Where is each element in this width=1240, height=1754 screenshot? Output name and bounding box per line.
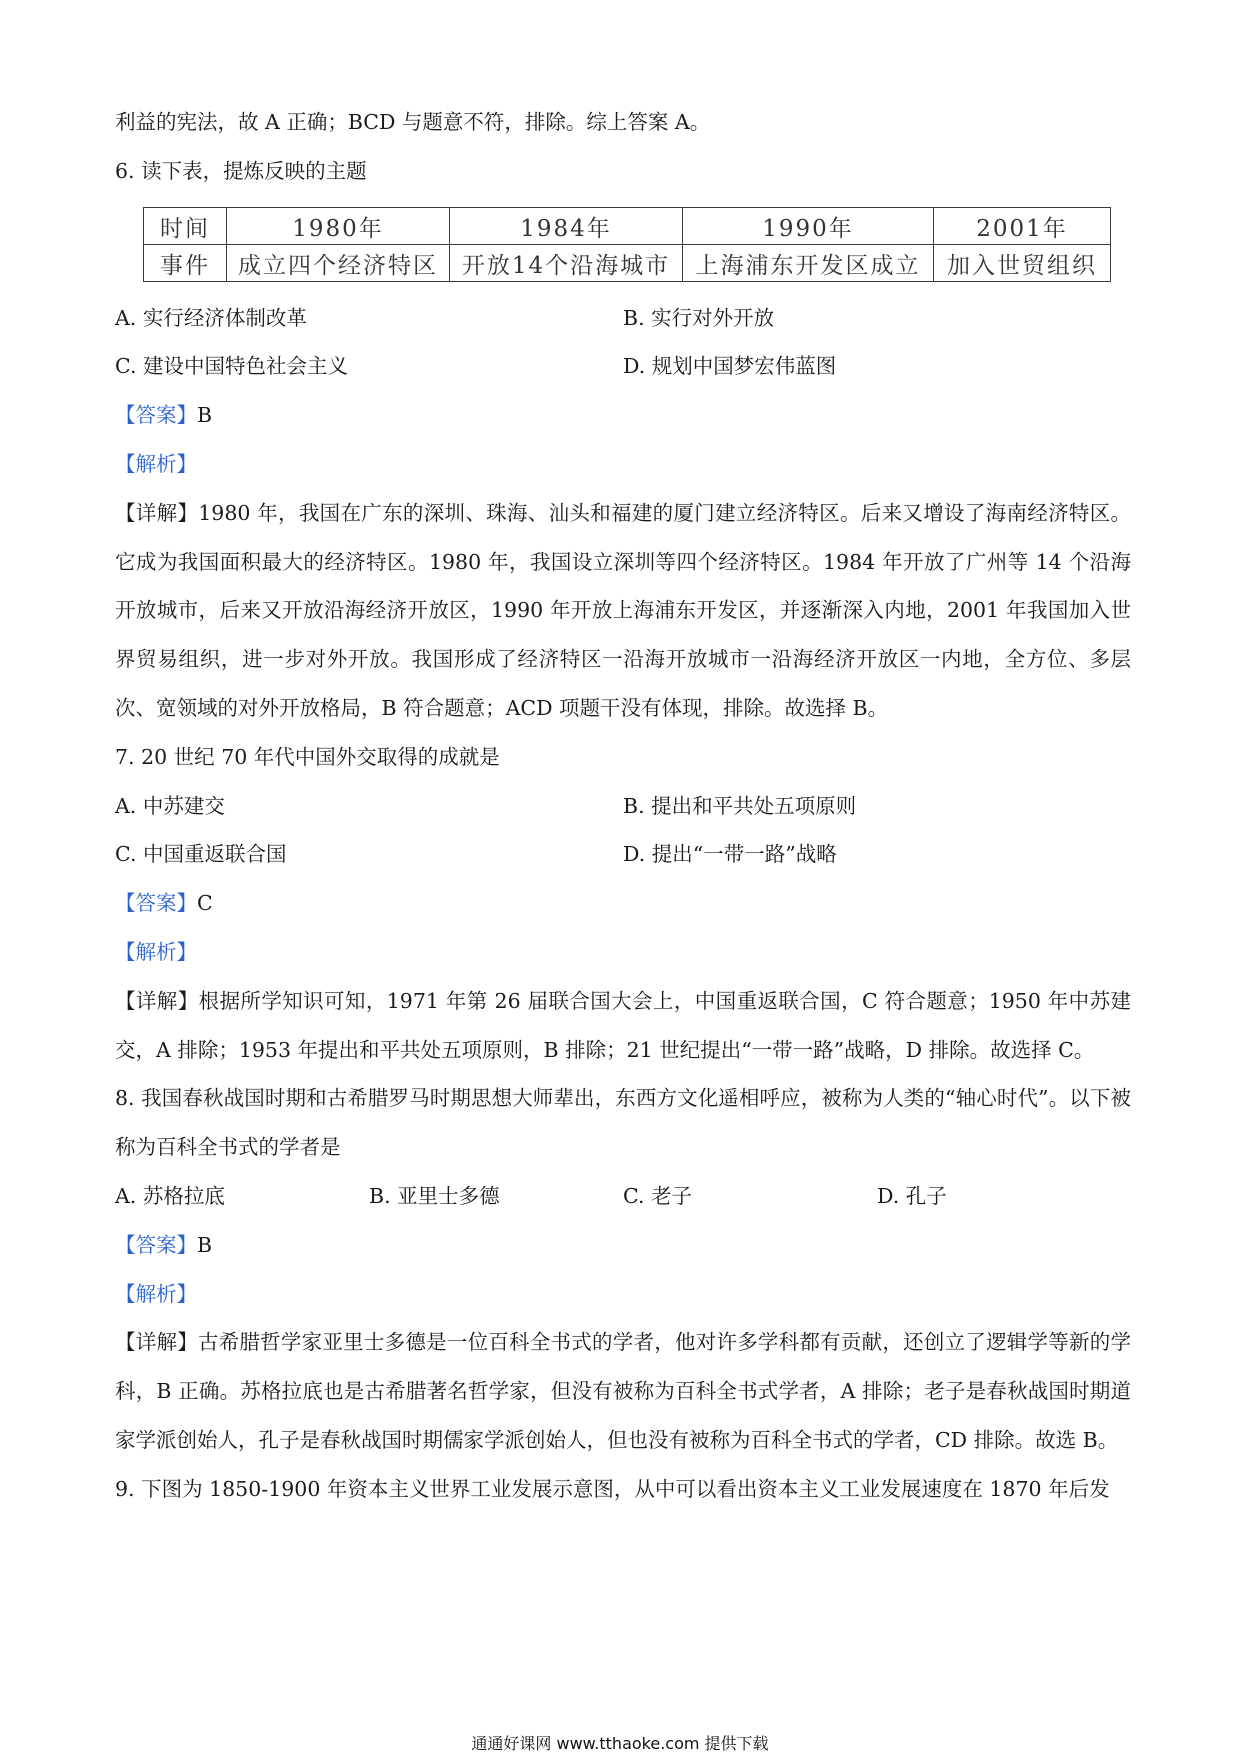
q7-detail xyxy=(115,977,1131,1075)
detail-tag: 【详解】 xyxy=(115,500,199,525)
table-cell: 加入世贸组织 xyxy=(934,245,1111,282)
table-cell: 事件 xyxy=(144,245,227,282)
q7-options xyxy=(115,782,1131,880)
answer-value: C xyxy=(197,891,213,916)
option-d: D. 规划中国梦宏伟蓝图 xyxy=(623,354,837,379)
q6-detail xyxy=(115,489,1131,733)
q8-analysis xyxy=(115,1270,1131,1319)
analysis-tag: 【解析】 xyxy=(115,1281,197,1306)
table-cell: 成立四个经济特区 xyxy=(227,245,450,282)
detail-text: 1980 年，我国在广东的深圳、珠海、汕头和福建的厦门建立经济特区。后来又增设了海南经济特区。它成为我国面积最大的经济特区。1980 年，我国设立深圳等四个经济特区。1984 年开放了广州等 14 个沿海开放城市，后来又开放沿海经济开放区，1990 年开放上海浦东开发区，并逐渐深入内地，2001 年我国加入世界贸易组织，进一步对外开放。我国形成了经济特区一沿海开放城市一沿海经济开放区一内地，全方位、多层次、宽领域的对外开放格局，B 符合题意；ACD 项题干没有体现，排除。故选择 B。 xyxy=(115,500,1132,720)
q8-options xyxy=(115,1172,1131,1221)
question-7: 7. 20 世纪 70 年代中国外交取得的成就是 xyxy=(115,744,500,769)
events-table xyxy=(143,207,1111,282)
q8-detail xyxy=(115,1318,1131,1464)
q6-analysis xyxy=(115,440,1131,489)
table-cell: 1980年 xyxy=(227,208,450,245)
option-b: B. 亚里士多德 xyxy=(369,1183,500,1208)
q7-analysis xyxy=(115,928,1131,977)
events-table-wrapper xyxy=(115,196,1131,294)
table-cell: 上海浦东开发区成立 xyxy=(683,245,934,282)
option-a: A. 中苏建交 xyxy=(115,793,225,818)
option-b: B. 实行对外开放 xyxy=(623,305,775,330)
answer-value: B xyxy=(197,1232,213,1257)
option-d: D. 提出“一带一路”战略 xyxy=(623,842,837,867)
q6-options xyxy=(115,294,1131,392)
option-d: D. 孔子 xyxy=(877,1183,947,1208)
option-a: A. 苏格拉底 xyxy=(115,1183,225,1208)
option-c: C. 中国重返联合国 xyxy=(115,842,287,867)
page-content xyxy=(115,98,1131,1514)
detail-text: 古希腊哲学家亚里士多德是一位百科全书式的学者，他对许多学科都有贡献，还创立了逻辑学等新的学科，B 正确。苏格拉底也是古希腊著名哲学家，但没有被称为百科全书式学者，A 排除；老子是春秋战国时期道家学派创始人，孔子是春秋战国时期儒家学派创始人，但也没有被称为百科全书式的学者，CD 排除。故选 B。 xyxy=(115,1330,1132,1452)
option-b: B. 提出和平共处五项原则 xyxy=(623,793,857,818)
footer-watermark: 通通好课网 www.tthaoke.com 提供下载 xyxy=(471,1734,769,1753)
detail-tag: 【详解】 xyxy=(115,1330,198,1355)
option-c: C. 老子 xyxy=(623,1183,692,1208)
option-a: A. 实行经济体制改革 xyxy=(115,305,307,330)
answer-value: B xyxy=(197,403,213,428)
table-cell: 时间 xyxy=(144,208,227,245)
analysis-tag: 【解析】 xyxy=(115,451,197,476)
answer-tag: 【答案】 xyxy=(115,1232,197,1257)
table-cell: 1990年 xyxy=(683,208,934,245)
analysis-tag: 【解析】 xyxy=(115,939,197,964)
table-cell: 1984年 xyxy=(450,208,683,245)
detail-tag: 【详解】 xyxy=(115,988,199,1013)
detail-text: 根据所学知识可知，1971 年第 26 届联合国大会上，中国重返联合国，C 符合题意；1950 年中苏建交，A 排除；1953 年提出和平共处五项原则，B 排除；21 世纪提出“一带一路”战略，D 排除。故选择 C。 xyxy=(115,988,1131,1062)
question-6: 6. 读下表，提炼反映的主题 xyxy=(115,158,367,183)
table-row-event xyxy=(144,245,1111,282)
table-cell: 2001年 xyxy=(934,208,1111,245)
text-line: 利益的宪法，故 A 正确；BCD 与题意不符，排除。综上答案 A。 xyxy=(115,110,711,134)
q7-answer xyxy=(115,879,1131,928)
question-9: 9. 下图为 1850-1900 年资本主义世界工业发展示意图，从中可以看出资本主义工业发展速度在 1870 年后发 xyxy=(115,1476,1110,1501)
answer-tag: 【答案】 xyxy=(115,891,197,916)
table-cell: 开放14个沿海城市 xyxy=(450,245,683,282)
answer-tag: 【答案】 xyxy=(115,403,197,428)
table-row-time xyxy=(144,208,1111,245)
q6-answer xyxy=(115,391,1131,440)
option-c: C. 建设中国特色社会主义 xyxy=(115,354,348,379)
q8-answer xyxy=(115,1221,1131,1270)
question-8: 8. 我国春秋战国时期和古希腊罗马时期思想大师辈出，东西方文化遥相呼应，被称为人类的“轴心时代”。以下被称为百科全书式的学者是 xyxy=(115,1086,1131,1160)
